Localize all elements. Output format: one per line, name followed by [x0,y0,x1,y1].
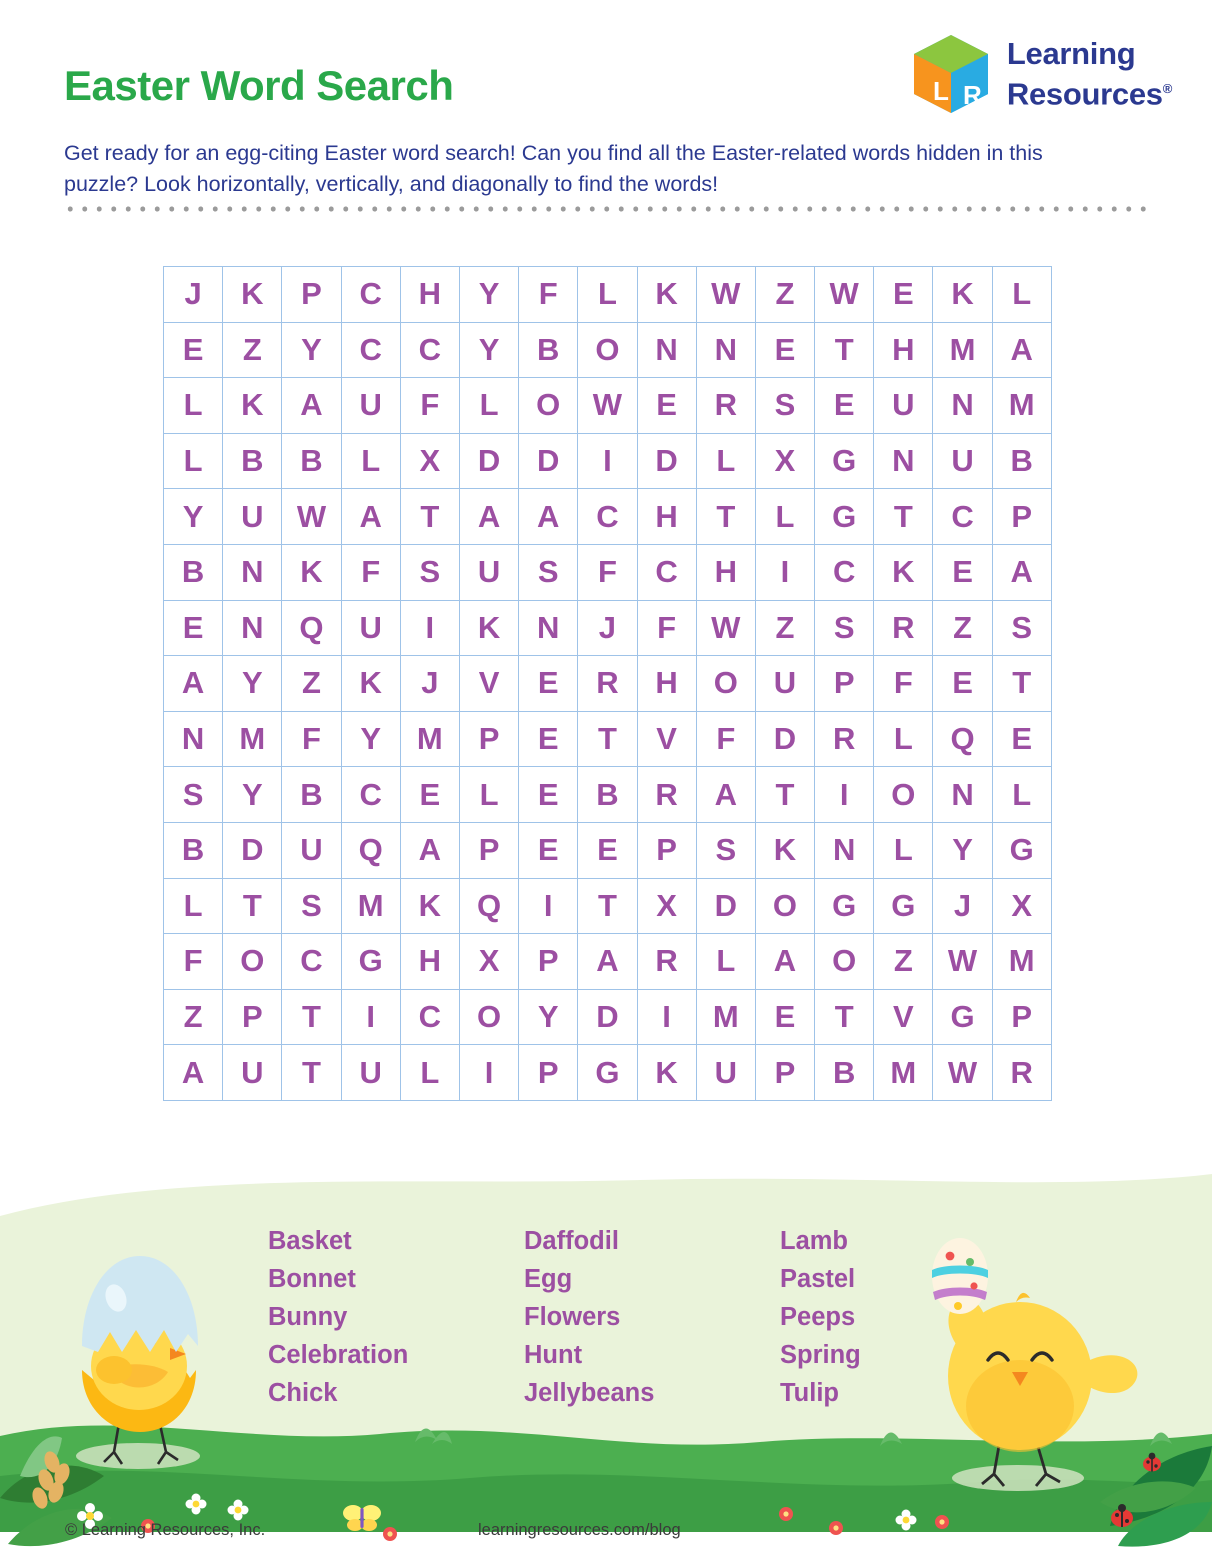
grid-cell[interactable]: S [282,879,341,935]
grid-cell[interactable]: E [933,656,992,712]
grid-cell[interactable]: Z [282,656,341,712]
grid-cell[interactable]: P [519,1045,578,1101]
grid-cell[interactable]: B [282,434,341,490]
grid-cell[interactable]: T [874,489,933,545]
grid-cell[interactable]: C [638,545,697,601]
grid-cell[interactable]: H [874,323,933,379]
grid-cell[interactable]: A [697,767,756,823]
grid-cell[interactable]: Q [282,601,341,657]
grid-cell[interactable]: U [282,823,341,879]
svg-text:L: L [932,76,949,106]
grid-cell[interactable]: H [638,656,697,712]
brand-logo [909,32,1172,116]
logo-line-2: Resources® [1006,76,1172,112]
grid-cell[interactable]: R [993,1045,1052,1101]
grid-cell[interactable]: K [874,545,933,601]
grid-cell[interactable]: T [282,990,341,1046]
grid-cell[interactable]: M [223,712,282,768]
grid-cell[interactable]: P [282,267,341,323]
grid-cell[interactable]: A [578,934,637,990]
grid-cell[interactable]: N [519,601,578,657]
grid-cell[interactable]: D [756,712,815,768]
grid-cell[interactable]: N [638,323,697,379]
grid-cell[interactable]: W [933,1045,992,1101]
grid-cell[interactable]: I [460,1045,519,1101]
grid-cell[interactable]: E [519,656,578,712]
grid-cell[interactable]: L [460,767,519,823]
grid-cell[interactable]: N [223,601,282,657]
grid-cell[interactable]: E [756,990,815,1046]
grid-cell[interactable]: R [697,378,756,434]
grid-cell[interactable]: C [578,489,637,545]
grid-cell[interactable]: W [697,601,756,657]
grid-cell[interactable]: F [401,378,460,434]
grid-cell[interactable]: I [756,545,815,601]
grid-cell[interactable]: Q [933,712,992,768]
grid-cell[interactable]: E [993,712,1052,768]
grid-cell[interactable]: N [933,767,992,823]
grid-cell[interactable]: A [519,489,578,545]
grid-cell[interactable]: H [638,489,697,545]
grid-cell[interactable]: G [874,879,933,935]
grid-cell[interactable]: T [401,489,460,545]
grid-cell[interactable]: U [342,378,401,434]
grid-cell[interactable]: H [401,934,460,990]
word-list [268,1222,1036,1412]
grid-cell[interactable]: L [874,712,933,768]
grid-cell[interactable]: Z [756,601,815,657]
intro-text: Get ready for an egg-citing Easter word search! Can you find all the Easter-related words hidden in this puzzle? Look horizontally, vertically, and diagonally to find the words! [64,141,1043,196]
grid-cell[interactable]: F [874,656,933,712]
grid-cell[interactable]: U [874,378,933,434]
grid-cell[interactable]: R [638,934,697,990]
grid-cell[interactable]: G [993,823,1052,879]
grid-cell[interactable]: E [401,767,460,823]
grid-cell[interactable]: J [578,601,637,657]
grid-cell[interactable]: O [519,378,578,434]
grid-cell[interactable]: Y [933,823,992,879]
grid-cell[interactable]: A [993,545,1052,601]
grid-cell[interactable]: E [519,823,578,879]
grid-cell[interactable]: G [578,1045,637,1101]
grid-cell[interactable]: P [638,823,697,879]
grid-cell[interactable]: Q [342,823,401,879]
grid-cell[interactable]: A [164,1045,223,1101]
grid-cell[interactable]: H [401,267,460,323]
grid-cell[interactable]: M [697,990,756,1046]
grid-cell[interactable]: Z [223,323,282,379]
grid-cell[interactable]: F [578,545,637,601]
grid-cell[interactable]: P [519,934,578,990]
word-list-item[interactable]: Tulip [780,1379,840,1407]
grid-cell[interactable]: T [697,489,756,545]
grid-cell[interactable]: W [815,267,874,323]
grid-cell[interactable]: S [815,601,874,657]
word-list-item[interactable]: Egg [524,1265,573,1293]
grid-cell[interactable]: O [756,879,815,935]
grid-cell[interactable]: X [638,879,697,935]
grid-cell[interactable]: N [164,712,223,768]
grid-cell[interactable]: Z [933,601,992,657]
grid-cell[interactable]: B [164,823,223,879]
grid-cell[interactable]: F [519,267,578,323]
grid-cell[interactable]: U [697,1045,756,1101]
grid-cell[interactable]: E [519,712,578,768]
grid-cell[interactable]: T [756,767,815,823]
grid-cell[interactable]: U [460,545,519,601]
grid-cell[interactable]: D [697,879,756,935]
grid-cell[interactable]: L [993,767,1052,823]
grid-cell[interactable]: L [756,489,815,545]
grid-cell[interactable]: O [578,323,637,379]
grid-cell[interactable]: M [993,934,1052,990]
grid-cell[interactable]: I [578,434,637,490]
logo-cube-icon [909,32,993,116]
grid-cell[interactable]: I [519,879,578,935]
grid-cell[interactable]: M [342,879,401,935]
grid-cell[interactable]: B [993,434,1052,490]
grid-cell[interactable]: N [933,378,992,434]
grid-cell[interactable]: L [342,434,401,490]
grid-cell[interactable]: R [578,656,637,712]
grid-cell[interactable]: X [401,434,460,490]
grid-cell[interactable]: T [578,879,637,935]
grid-cell[interactable]: B [815,1045,874,1101]
grid-cell[interactable]: D [223,823,282,879]
grid-cell[interactable]: M [933,323,992,379]
grid-cell[interactable]: B [282,767,341,823]
grid-cell[interactable]: L [164,879,223,935]
grid-cell[interactable]: L [401,1045,460,1101]
grid-cell[interactable]: T [993,656,1052,712]
grid-cell[interactable]: F [282,712,341,768]
grid-cell[interactable]: G [933,990,992,1046]
grid-cell[interactable]: Z [756,267,815,323]
grid-cell[interactable]: K [756,823,815,879]
grid-cell[interactable]: J [933,879,992,935]
grid-cell[interactable]: J [164,267,223,323]
grid-cell[interactable]: S [164,767,223,823]
grid-cell[interactable]: P [993,990,1052,1046]
grid-cell[interactable]: K [342,656,401,712]
grid-cell[interactable]: V [874,990,933,1046]
grid-cell[interactable]: K [401,879,460,935]
grid-cell[interactable]: F [164,934,223,990]
grid-cell[interactable]: U [223,489,282,545]
grid-cell[interactable]: F [697,712,756,768]
grid-cell[interactable]: R [815,712,874,768]
grid-cell[interactable]: P [223,990,282,1046]
grid-cell[interactable]: C [342,323,401,379]
grid-cell[interactable]: O [460,990,519,1046]
grid-cell[interactable]: M [874,1045,933,1101]
grid-cell[interactable]: Y [223,656,282,712]
grid-cell[interactable]: P [815,656,874,712]
grid-cell[interactable]: S [401,545,460,601]
grid-cell[interactable]: E [933,545,992,601]
word-list-item[interactable]: Bonnet [268,1265,356,1293]
grid-cell[interactable]: Y [460,267,519,323]
grid-cell[interactable]: B [519,323,578,379]
grid-cell[interactable]: P [993,489,1052,545]
grid-cell[interactable]: I [638,990,697,1046]
grid-cell[interactable]: E [815,378,874,434]
word-list-item[interactable]: Spring [780,1341,861,1369]
word-search-grid[interactable] [163,266,1052,1101]
grid-cell[interactable]: Y [223,767,282,823]
grid-cell[interactable]: I [342,990,401,1046]
grid-cell[interactable]: D [460,434,519,490]
website-url: learningresources.com/blog [478,1521,681,1539]
grid-cell[interactable]: T [578,712,637,768]
grid-cell[interactable]: Z [874,934,933,990]
grid-cell[interactable]: C [342,767,401,823]
word-list-column [268,1222,524,1412]
grid-cell[interactable]: L [697,434,756,490]
word-list-item[interactable]: Hunt [524,1341,583,1369]
grid-cell[interactable]: U [933,434,992,490]
grid-cell[interactable]: L [697,934,756,990]
word-list-column [524,1222,780,1412]
grid-cell[interactable]: C [815,545,874,601]
grid-cell[interactable]: Y [460,323,519,379]
grid-cell[interactable]: X [756,434,815,490]
grid-cell[interactable]: M [401,712,460,768]
grid-cell[interactable]: W [578,378,637,434]
grid-cell[interactable]: B [164,545,223,601]
grid-cell[interactable]: S [519,545,578,601]
grid-cell[interactable]: Q [460,879,519,935]
grid-cell[interactable]: A [401,823,460,879]
grid-cell[interactable]: Y [342,712,401,768]
word-list-item[interactable]: Lamb [780,1227,849,1255]
grid-cell[interactable]: X [460,934,519,990]
grid-cell[interactable]: U [342,601,401,657]
grid-cell[interactable]: O [874,767,933,823]
grid-cell[interactable]: P [756,1045,815,1101]
grid-cell[interactable]: L [993,267,1052,323]
grid-cell[interactable]: K [282,545,341,601]
grid-cell[interactable]: X [993,879,1052,935]
copyright-text: © Learning Resources, Inc. [65,1521,266,1539]
grid-cell[interactable]: T [815,990,874,1046]
grid-cell[interactable]: L [460,378,519,434]
word-list-item[interactable]: Daffodil [524,1227,619,1255]
grid-cell[interactable]: P [460,712,519,768]
grid-cell[interactable]: C [401,323,460,379]
grid-cell[interactable]: S [756,378,815,434]
grid-cell[interactable]: A [282,378,341,434]
grid-cell[interactable]: D [578,990,637,1046]
grid-cell[interactable]: D [519,434,578,490]
word-list-column [780,1222,1036,1412]
grid-cell[interactable]: T [815,323,874,379]
grid-cell[interactable]: R [638,767,697,823]
grid-cell[interactable]: A [460,489,519,545]
grid-cell[interactable]: M [993,378,1052,434]
grid-cell[interactable]: Z [164,990,223,1046]
grid-cell[interactable]: H [697,545,756,601]
grid-cell[interactable]: C [401,990,460,1046]
grid-cell[interactable]: O [815,934,874,990]
grid-cell[interactable]: U [756,656,815,712]
grid-cell[interactable]: N [223,545,282,601]
grid-cell[interactable]: C [282,934,341,990]
grid-cell[interactable]: G [815,879,874,935]
grid-cell[interactable]: A [164,656,223,712]
word-list-item[interactable]: Flowers [524,1303,621,1331]
grid-cell[interactable]: K [460,601,519,657]
grid-cell[interactable]: Y [282,323,341,379]
grid-cell[interactable]: L [874,823,933,879]
grid-cell[interactable]: K [223,267,282,323]
grid-cell[interactable]: E [164,601,223,657]
grid-cell[interactable]: E [578,823,637,879]
grid-cell[interactable]: K [933,267,992,323]
grid-cell[interactable]: K [223,378,282,434]
grid-cell[interactable]: R [874,601,933,657]
word-list-item[interactable]: Pastel [780,1265,856,1293]
grid-cell[interactable]: U [223,1045,282,1101]
grid-cell[interactable]: W [697,267,756,323]
grid-cell[interactable]: T [282,1045,341,1101]
grid-cell[interactable]: N [874,434,933,490]
grid-cell[interactable]: L [578,267,637,323]
registered-mark: ® [1162,81,1172,97]
page-title: Easter Word Search [64,62,454,109]
grid-cell[interactable]: F [638,601,697,657]
grid-cell[interactable]: E [519,767,578,823]
grid-cell[interactable]: I [401,601,460,657]
grid-cell[interactable]: S [993,601,1052,657]
grid-cell[interactable]: A [342,489,401,545]
word-list-item[interactable]: Bunny [268,1303,348,1331]
grid-cell[interactable]: G [815,489,874,545]
grid-cell[interactable]: A [993,323,1052,379]
word-list-item[interactable]: Celebration [268,1341,409,1369]
grid-cell[interactable]: K [638,1045,697,1101]
page-header [0,0,1212,215]
logo-wordmark [1007,36,1172,111]
grid-cell[interactable]: S [697,823,756,879]
word-list-item[interactable]: Chick [268,1379,338,1407]
grid-cell[interactable]: N [815,823,874,879]
grid-cell[interactable]: W [282,489,341,545]
grid-cell[interactable]: L [164,434,223,490]
grid-cell[interactable]: B [223,434,282,490]
grid-cell[interactable]: B [578,767,637,823]
grid-cell[interactable]: T [223,879,282,935]
word-list-item[interactable]: Peeps [780,1303,856,1331]
grid-cell[interactable]: E [874,267,933,323]
grid-cell[interactable]: I [815,767,874,823]
grid-cell[interactable]: O [697,656,756,712]
word-list-item[interactable]: Jellybeans [524,1379,655,1407]
word-list-item[interactable]: Basket [268,1227,352,1255]
logo-line-1: Learning [1006,36,1136,72]
grid-cell[interactable]: A [756,934,815,990]
grid-cell[interactable]: C [342,267,401,323]
grid-cell[interactable]: N [697,323,756,379]
grid-cell[interactable]: E [756,323,815,379]
grid-cell[interactable]: P [460,823,519,879]
grid-cell[interactable]: C [933,489,992,545]
grid-cell[interactable]: V [460,656,519,712]
grid-cell[interactable]: Y [519,990,578,1046]
grid-cell[interactable]: E [638,378,697,434]
grid-cell[interactable]: J [401,656,460,712]
grid-cell[interactable]: O [223,934,282,990]
grid-cell[interactable]: L [164,378,223,434]
grid-cell[interactable]: Y [164,489,223,545]
grid-cell[interactable]: F [342,545,401,601]
grid-cell[interactable]: D [638,434,697,490]
dotted-divider [63,205,1153,213]
grid-cell[interactable]: G [815,434,874,490]
grid-cell[interactable]: W [933,934,992,990]
grid-cell[interactable]: K [638,267,697,323]
grid-cell[interactable]: E [164,323,223,379]
grid-cell[interactable]: V [638,712,697,768]
grid-cell[interactable]: U [342,1045,401,1101]
svg-text:R: R [962,80,982,110]
grid-cell[interactable]: G [342,934,401,990]
